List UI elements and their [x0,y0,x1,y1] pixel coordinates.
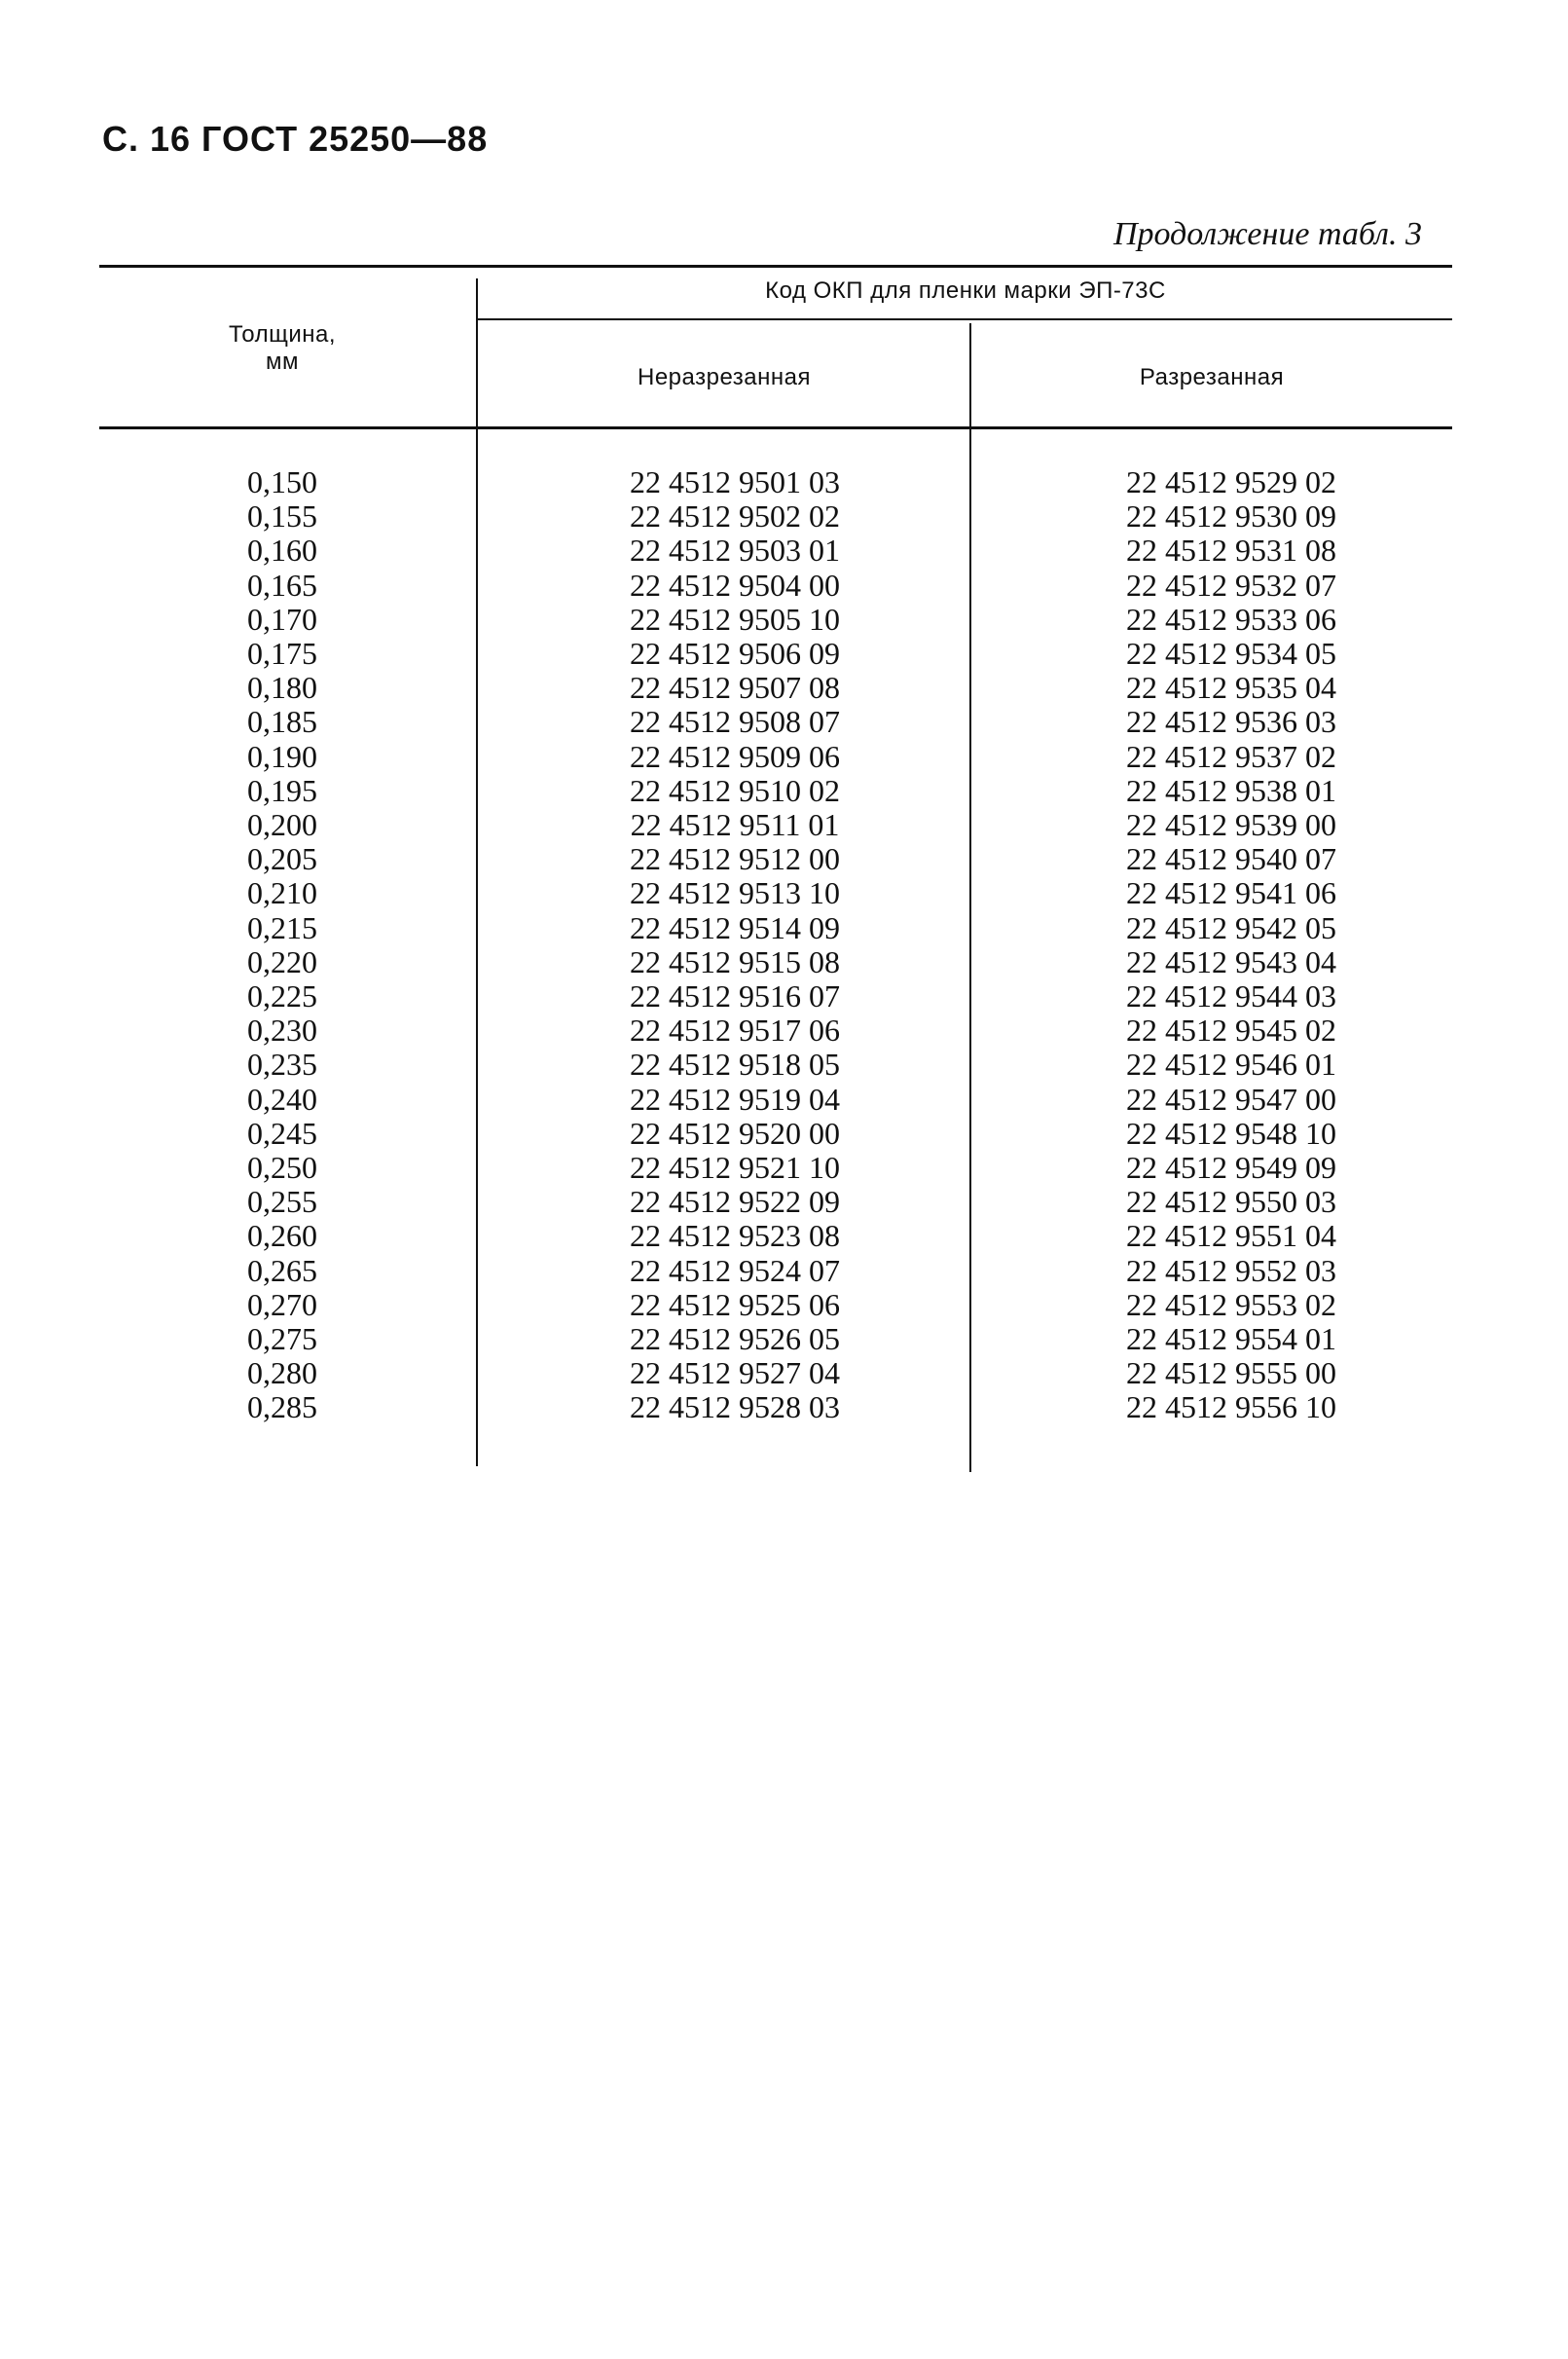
thickness-cell: 0,205 [247,841,317,877]
thickness-cell: 0,285 [247,1389,317,1425]
uncut-code-cell: 22 4512 9515 08 [630,943,840,979]
cut-code-cell: 22 4512 9536 03 [1126,704,1336,740]
cut-code-cell: 22 4512 9531 08 [1126,533,1336,569]
group-header-rule [477,318,1452,320]
uncut-code-cell: 22 4512 9518 05 [630,1047,840,1083]
thickness-cell: 0,190 [247,738,317,774]
code-group-header: Код ОКП для пленки марки ЭП-73С [765,277,1166,304]
uncut-code-cell: 22 4512 9523 08 [630,1218,840,1254]
uncut-code-cell: 22 4512 9516 07 [630,978,840,1014]
table-caption: Продолжение табл. 3 [1112,216,1422,252]
cut-code-cell: 22 4512 9538 01 [1126,772,1336,808]
thickness-cell: 0,215 [247,909,317,945]
cut-code-cell: 22 4512 9530 09 [1126,498,1336,534]
cut-code-cell: 22 4512 9529 02 [1126,464,1336,499]
cut-code-cell: 22 4512 9540 07 [1126,841,1336,877]
thickness-cell: 0,250 [247,1150,317,1186]
thickness-cell: 0,210 [247,875,317,911]
thickness-cell: 0,185 [247,704,317,740]
thickness-cell: 0,225 [247,978,317,1014]
cut-code-cell: 22 4512 9542 05 [1126,909,1336,945]
uncut-code-cell: 22 4512 9501 03 [630,464,840,499]
cut-code-cell: 22 4512 9541 06 [1126,875,1336,911]
cut-code-cell: 22 4512 9550 03 [1126,1184,1336,1220]
cut-code-cell: 22 4512 9543 04 [1126,943,1336,979]
thickness-cell: 0,240 [247,1081,317,1117]
header-bottom-rule [99,426,1452,429]
uncut-code-cell: 22 4512 9526 05 [630,1321,840,1357]
uncut-code-cell: 22 4512 9509 06 [630,738,840,774]
thickness-cell: 0,230 [247,1013,317,1049]
cut-code-cell: 22 4512 9553 02 [1126,1286,1336,1322]
thickness-column [195,465,370,1425]
uncut-code-cell: 22 4512 9507 08 [630,670,840,706]
cut-code-cell: 22 4512 9535 04 [1126,670,1336,706]
thickness-cell: 0,165 [247,567,317,603]
uncut-code-cell: 22 4512 9525 06 [630,1286,840,1322]
uncut-code-cell: 22 4512 9522 09 [630,1184,840,1220]
table-top-rule [99,265,1452,268]
thickness-cell: 0,260 [247,1218,317,1254]
thickness-cell: 0,170 [247,601,317,637]
cut-code-cell: 22 4512 9532 07 [1126,567,1336,603]
cut-code-cell: 22 4512 9544 03 [1126,978,1336,1014]
thickness-cell: 0,160 [247,533,317,569]
thickness-cell: 0,280 [247,1355,317,1391]
thickness-cell: 0,235 [247,1047,317,1083]
thickness-cell: 0,270 [247,1286,317,1322]
cut-code-cell: 22 4512 9537 02 [1126,738,1336,774]
thickness-column-header: Толщина, мм [228,321,337,375]
uncut-code-cell: 22 4512 9505 10 [630,601,840,637]
uncut-code-cell: 22 4512 9524 07 [630,1252,840,1288]
cut-code-cell: 22 4512 9539 00 [1126,807,1336,843]
thickness-cell: 0,175 [247,636,317,672]
uncut-code-cell: 22 4512 9521 10 [630,1150,840,1186]
thickness-cell: 0,220 [247,943,317,979]
uncut-code-cell: 22 4512 9528 03 [630,1389,840,1425]
cut-code-cell: 22 4512 9549 09 [1126,1150,1336,1186]
thickness-cell: 0,275 [247,1321,317,1357]
cut-code-cell: 22 4512 9546 01 [1126,1047,1336,1083]
cut-code-cell: 22 4512 9551 04 [1126,1218,1336,1254]
uncut-code-cell: 22 4512 9502 02 [630,498,840,534]
cut-code-cell: 22 4512 9552 03 [1126,1252,1336,1288]
thickness-cell: 0,195 [247,772,317,808]
cut-code-cell: 22 4512 9548 10 [1126,1115,1336,1151]
thickness-cell: 0,255 [247,1184,317,1220]
uncut-code-cell: 22 4512 9504 00 [630,567,840,603]
cut-code-cell: 22 4512 9556 10 [1126,1389,1336,1425]
uncut-code-cell: 22 4512 9513 10 [630,875,840,911]
cut-column-header: Разрезанная [1139,364,1285,390]
uncut-code-column [477,465,993,1425]
thickness-cell: 0,245 [247,1115,317,1151]
uncut-code-cell: 22 4512 9517 06 [630,1013,840,1049]
thickness-cell: 0,200 [247,807,317,843]
thickness-cell: 0,180 [247,670,317,706]
uncut-code-cell: 22 4512 9503 01 [630,533,840,569]
thickness-cell: 0,150 [247,464,317,499]
uncut-column-header: Неразрезанная [638,364,811,390]
page-header: С. 16 ГОСТ 25250—88 [102,119,489,159]
cut-code-cell: 22 4512 9555 00 [1126,1355,1336,1391]
cut-code-cell: 22 4512 9554 01 [1126,1321,1336,1357]
uncut-code-cell: 22 4512 9520 00 [630,1115,840,1151]
uncut-code-cell: 22 4512 9511 01 [630,807,840,843]
cut-code-cell: 22 4512 9547 00 [1126,1081,1336,1117]
uncut-code-cell: 22 4512 9506 09 [630,636,840,672]
uncut-code-cell: 22 4512 9512 00 [630,841,840,877]
uncut-code-cell: 22 4512 9510 02 [630,772,840,808]
cut-code-cell: 22 4512 9545 02 [1126,1013,1336,1049]
uncut-code-cell: 22 4512 9527 04 [630,1355,840,1391]
uncut-code-cell: 22 4512 9508 07 [630,704,840,740]
uncut-code-cell: 22 4512 9519 04 [630,1081,840,1117]
uncut-code-cell: 22 4512 9514 09 [630,909,840,945]
thickness-cell: 0,155 [247,498,317,534]
thickness-cell: 0,265 [247,1252,317,1288]
cut-code-cell: 22 4512 9534 05 [1126,636,1336,672]
cut-code-column [973,465,1489,1425]
cut-code-cell: 22 4512 9533 06 [1126,601,1336,637]
